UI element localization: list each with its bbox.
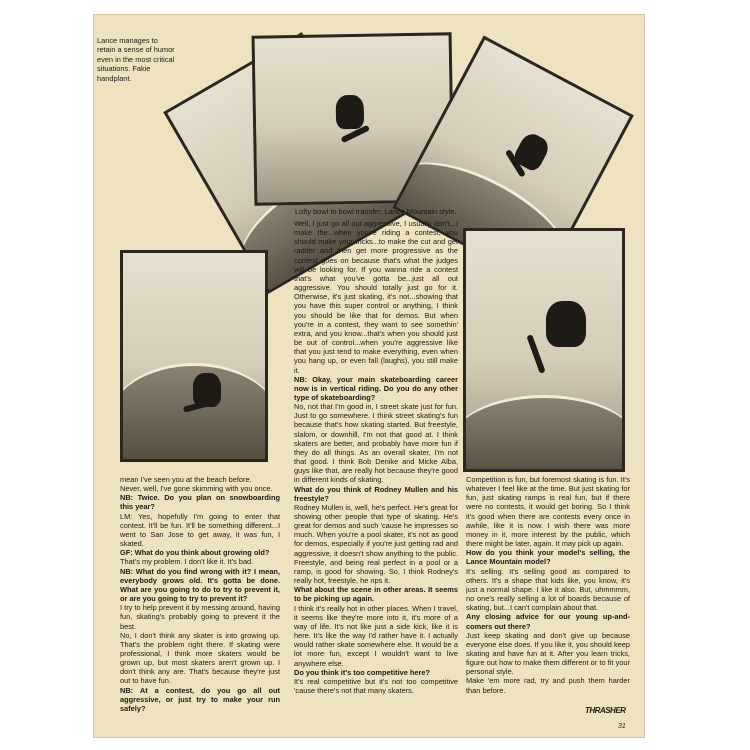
interview-question: What do you think of Rodney Mullen and his freestyle? — [294, 484, 458, 503]
interview-answer: Well, I just go all out aggressive, I usually don't...I make the...when you're riding a contest, you should make your tricks...to make the cut and get radder and then get more progressive as the contest goes on because that's what the judges will be looking for. If you wanna ride a contest that's what you've gotta be...just all out aggressive. You should totally just go for it. Otherwise, it's just skating, it's not...showing that you have this super control or anything, I think you should be like that for demos. But when you're in a contest, they want to see somethin' extra, and you know...that's when you should just be out of control...when you're aggressive like that you just tend to make everything, even when you hang up, or even fall (laughs), you still make it. — [294, 219, 458, 375]
interview-answer: No, not that I'm good in, I street skate just for fun. Just to go somewhere. I think street skating's fun because that's how skating started. But freestyle, slalom, or downhill, I'm not that good at. I think skaters are better, and probably have more fun if they do all things. As an overall skater, I'm not that good. I think Bob Denike and Micke Alba, guys like that, are really hot because they're good in different kinds of skating. — [294, 402, 458, 485]
text-column-3 — [466, 475, 630, 735]
magazine-page — [93, 14, 645, 738]
interview-answer: It's selling. It's selling good as compared to others. It's a shape that kids like, you know, it's just a normal shape. I like it also. But, uhmmmm, no one's really selling a lot of boards because of skating, but...I can't complain about that. — [466, 566, 630, 613]
interview-answer: It's real competitive but it's not too competitive 'cause there's not that many skaters. — [294, 676, 458, 695]
interview-answer: Just keep skating and don't give up because everyone else does. If you like it, you should keep skating and have fun at it. After you learn tricks, figure out how to make them different or to fit your personal style. — [466, 630, 630, 677]
interview-answer: Competition is fun, but foremost skating is fun. It's whatever I feel like at the time. But just skating for fun, just skating ramps is real fun, but if there were no contests, it would get boring. So I think it's good when there are contests every once in awhile, like it is now. I wish there was more money in it, more interest by the public, which there might be later, again. It may pick up again. — [466, 475, 630, 549]
interview-question: NB: Okay, your main skateboarding career now is in vertical riding. Do you do any other type of skateboarding? — [294, 374, 458, 402]
interview-answer: LM: Yes, hopefully I'm going to enter that contest. It'll be fun. It'll be something different...I went to San Jose to get away, it was fun, I skated. — [120, 511, 280, 549]
thrasher-logo: THRASHER — [585, 706, 626, 715]
interview-question: Any closing advice for our young up-and-comers out there? — [466, 612, 630, 631]
interview-question: What about the scene in other areas. It seems to be picking up again. — [294, 585, 458, 604]
interview-answer: I think it's really hot in other places. When I travel, it seems like they're more into it, it's more of a way of life. It's not like just a side kick, like it is here. It's like the way I'd rather have it. I actually would rather skate somewhere else. It would be a lot more fun, except I wouldn't want to live anywhere else. — [294, 603, 458, 668]
interview-answer: Never, well, I've gone skimming with you once. — [120, 484, 273, 494]
interview-question: NB: Twice. Do you plan on snowboarding this year? — [120, 493, 280, 512]
interview-answer: Make 'em more rad, try and push them harder than before. — [466, 676, 630, 695]
interview-question: NB: At a contest, do you go all out aggressive, or just try to make your run safely? — [120, 685, 280, 713]
photo-bowl-lower-right — [463, 228, 625, 472]
page-number: 31 — [618, 723, 626, 730]
interview-answer: Rodney Mullen is, well, he's perfect. He's great for showing other people that type of skating. He's great for demos and such 'cause he impresses so much. When you're a pool skater, it's not as good for demos, especially if you're just getting rad and aggressive, it doesn't show anything to the public. Freestyle, and being real perfect in a pool or a ramp, is good for showing. So, I think Rodney's really hot, freestyle, he rips it. — [294, 502, 458, 586]
interview-answer: No, I don't think any skater is into growing up. That's the problem right there. If skating were professional, I think more skaters would be grown up, but most skaters aren't grown up. I don't think any are. That's because they're just out to have fun. — [120, 630, 280, 686]
caption-fakie-handplant: Lance manages to retain a sense of humor even in the most critical situations. Fakie handplant. — [97, 36, 175, 83]
interview-question: How do you think your model's selling, the Lance Mountain model? — [466, 548, 630, 567]
interview-question: GF: What do you think about growing old? — [120, 548, 270, 558]
interview-answer: I try to help prevent it by messing around, having fun, skating's probably going to prevent it the best. — [120, 603, 280, 631]
photo-bowl-lower-left — [120, 250, 268, 462]
caption-bowl-transfer: Lofty bowl to bowl transfer, Lance Mountain style. — [295, 207, 457, 216]
interview-answer: That's my problem. I don't like it. It's bad. — [120, 557, 254, 567]
interview-answer: mean I've seen you at the beach before. — [120, 475, 252, 484]
text-column-1 — [120, 475, 280, 735]
text-column-2 — [294, 219, 458, 739]
interview-question: Do you think it's too competitive here? — [294, 667, 431, 677]
interview-question: NB: What do you find wrong with it? I mean, everybody grows old. It's gotta be done. What are you going to do to try to prevent it, or are you going to try to prevent it? — [120, 566, 280, 604]
